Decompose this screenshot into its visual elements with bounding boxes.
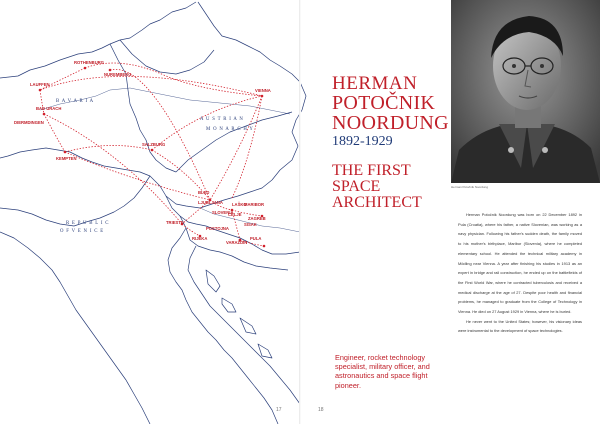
border-line — [198, 2, 306, 180]
place-label: ZAGREB — [248, 216, 266, 221]
place-label: KEMPTEN — [56, 156, 77, 161]
place-label: PULA — [250, 236, 262, 241]
coastline — [0, 232, 150, 424]
region-label: A U S T R I A N — [200, 117, 244, 122]
route — [44, 114, 65, 152]
region-label: M O N A R C H Y — [206, 127, 254, 132]
place-label: DIERMDINGEN — [14, 120, 44, 125]
route — [44, 114, 182, 224]
place-label: RIJEKA — [192, 236, 208, 241]
route — [110, 69, 210, 200]
body-paragraph: Herman Potočnik Noordung was born on 22 December 1892 in Pula (Croatia), where his father, a native Slovenian, was working as a navy physician. Following his father's sudden death, the family moved to his mother's birthplace, Maribor (Slovenia), where he completed elementary school. He attended the technical military academy in Mödling near Vienna. A year after finishing his studies in 1913 as an expert in bridge and rail construction, he ended up on the battlefields of the First World War, where he contracted tuberculosis and received a medical discharge at the age of 27. Despite poor health and financial problems, he managed to graduate from the College of Technology in Vienna. He died on 27 August 1929 in Vienna, where he is buried. — [458, 212, 582, 315]
place-label: VIENNA — [255, 88, 271, 93]
city-marker — [84, 67, 87, 70]
place-label: MARIBOR — [244, 202, 265, 207]
city-marker — [64, 151, 67, 154]
region-label: R E P U B L I C — [66, 221, 110, 226]
place-label: ROTHENBURG — [74, 60, 105, 65]
place-label: VARAŽDIN — [226, 240, 248, 245]
island — [206, 270, 220, 292]
title-years: 1892-1929 — [332, 134, 393, 149]
place-label: SISAK — [244, 222, 257, 227]
region-label: O F V E N I C E — [60, 229, 104, 234]
body-text — [458, 210, 582, 336]
page-number-left: 17 — [276, 407, 282, 413]
route — [65, 152, 210, 200]
title-subtitle — [332, 163, 449, 211]
subtitle-line: SPACE — [332, 178, 381, 195]
place-label: SLOVENIA — [212, 210, 234, 215]
place-label: CELJE — [228, 212, 242, 217]
city-marker — [263, 245, 266, 248]
page-number-right: 18 — [318, 407, 324, 413]
city-marker — [39, 89, 42, 92]
route — [152, 96, 262, 150]
place-label: LAŠKO — [232, 202, 247, 207]
city-marker — [151, 149, 154, 152]
place-label: TRIESTE — [166, 220, 184, 225]
subtitle-line: ARCHITECT — [332, 194, 422, 211]
article-title — [332, 74, 449, 211]
photo-caption: Herman Potočnik Noordung — [451, 185, 489, 189]
island — [222, 298, 236, 312]
route — [65, 145, 152, 152]
title-last-name: NOORDUNG — [332, 112, 449, 134]
place-label: BLED — [198, 190, 210, 195]
place-label: BAD URACH — [36, 106, 62, 111]
title-first-name: HERMAN — [332, 73, 418, 94]
city-marker — [43, 113, 46, 116]
title-middle-name: POTOČNIK — [332, 92, 436, 114]
border-line — [0, 2, 196, 78]
city-marker — [261, 95, 264, 98]
city-marker — [109, 69, 112, 72]
route — [210, 96, 262, 200]
coastline — [0, 176, 150, 226]
place-label: LAUFFEN — [30, 82, 50, 87]
route — [232, 96, 262, 198]
portrait-photo — [451, 0, 600, 183]
place-label: SALZBURG — [142, 142, 166, 147]
body-paragraph: He never went to the United States; however, his visionary ideas were instrumental to the development of space technologies. — [458, 318, 582, 334]
place-label: LJUBLJANA — [198, 200, 223, 205]
place-label: NUREMBERG — [104, 72, 132, 77]
route — [40, 76, 262, 96]
page-gutter — [299, 0, 301, 424]
border-line — [120, 40, 214, 74]
coastline — [168, 228, 278, 424]
region-label: B A V A R I A — [56, 99, 94, 104]
island — [240, 318, 256, 334]
intro-text: Engineer, rocket technology specialist, military officer, and astronautics and space flight pioneer. — [335, 353, 430, 390]
place-label: POSTOJNA — [206, 226, 229, 231]
subtitle-line: THE FIRST — [332, 162, 411, 179]
border-line — [0, 148, 272, 208]
